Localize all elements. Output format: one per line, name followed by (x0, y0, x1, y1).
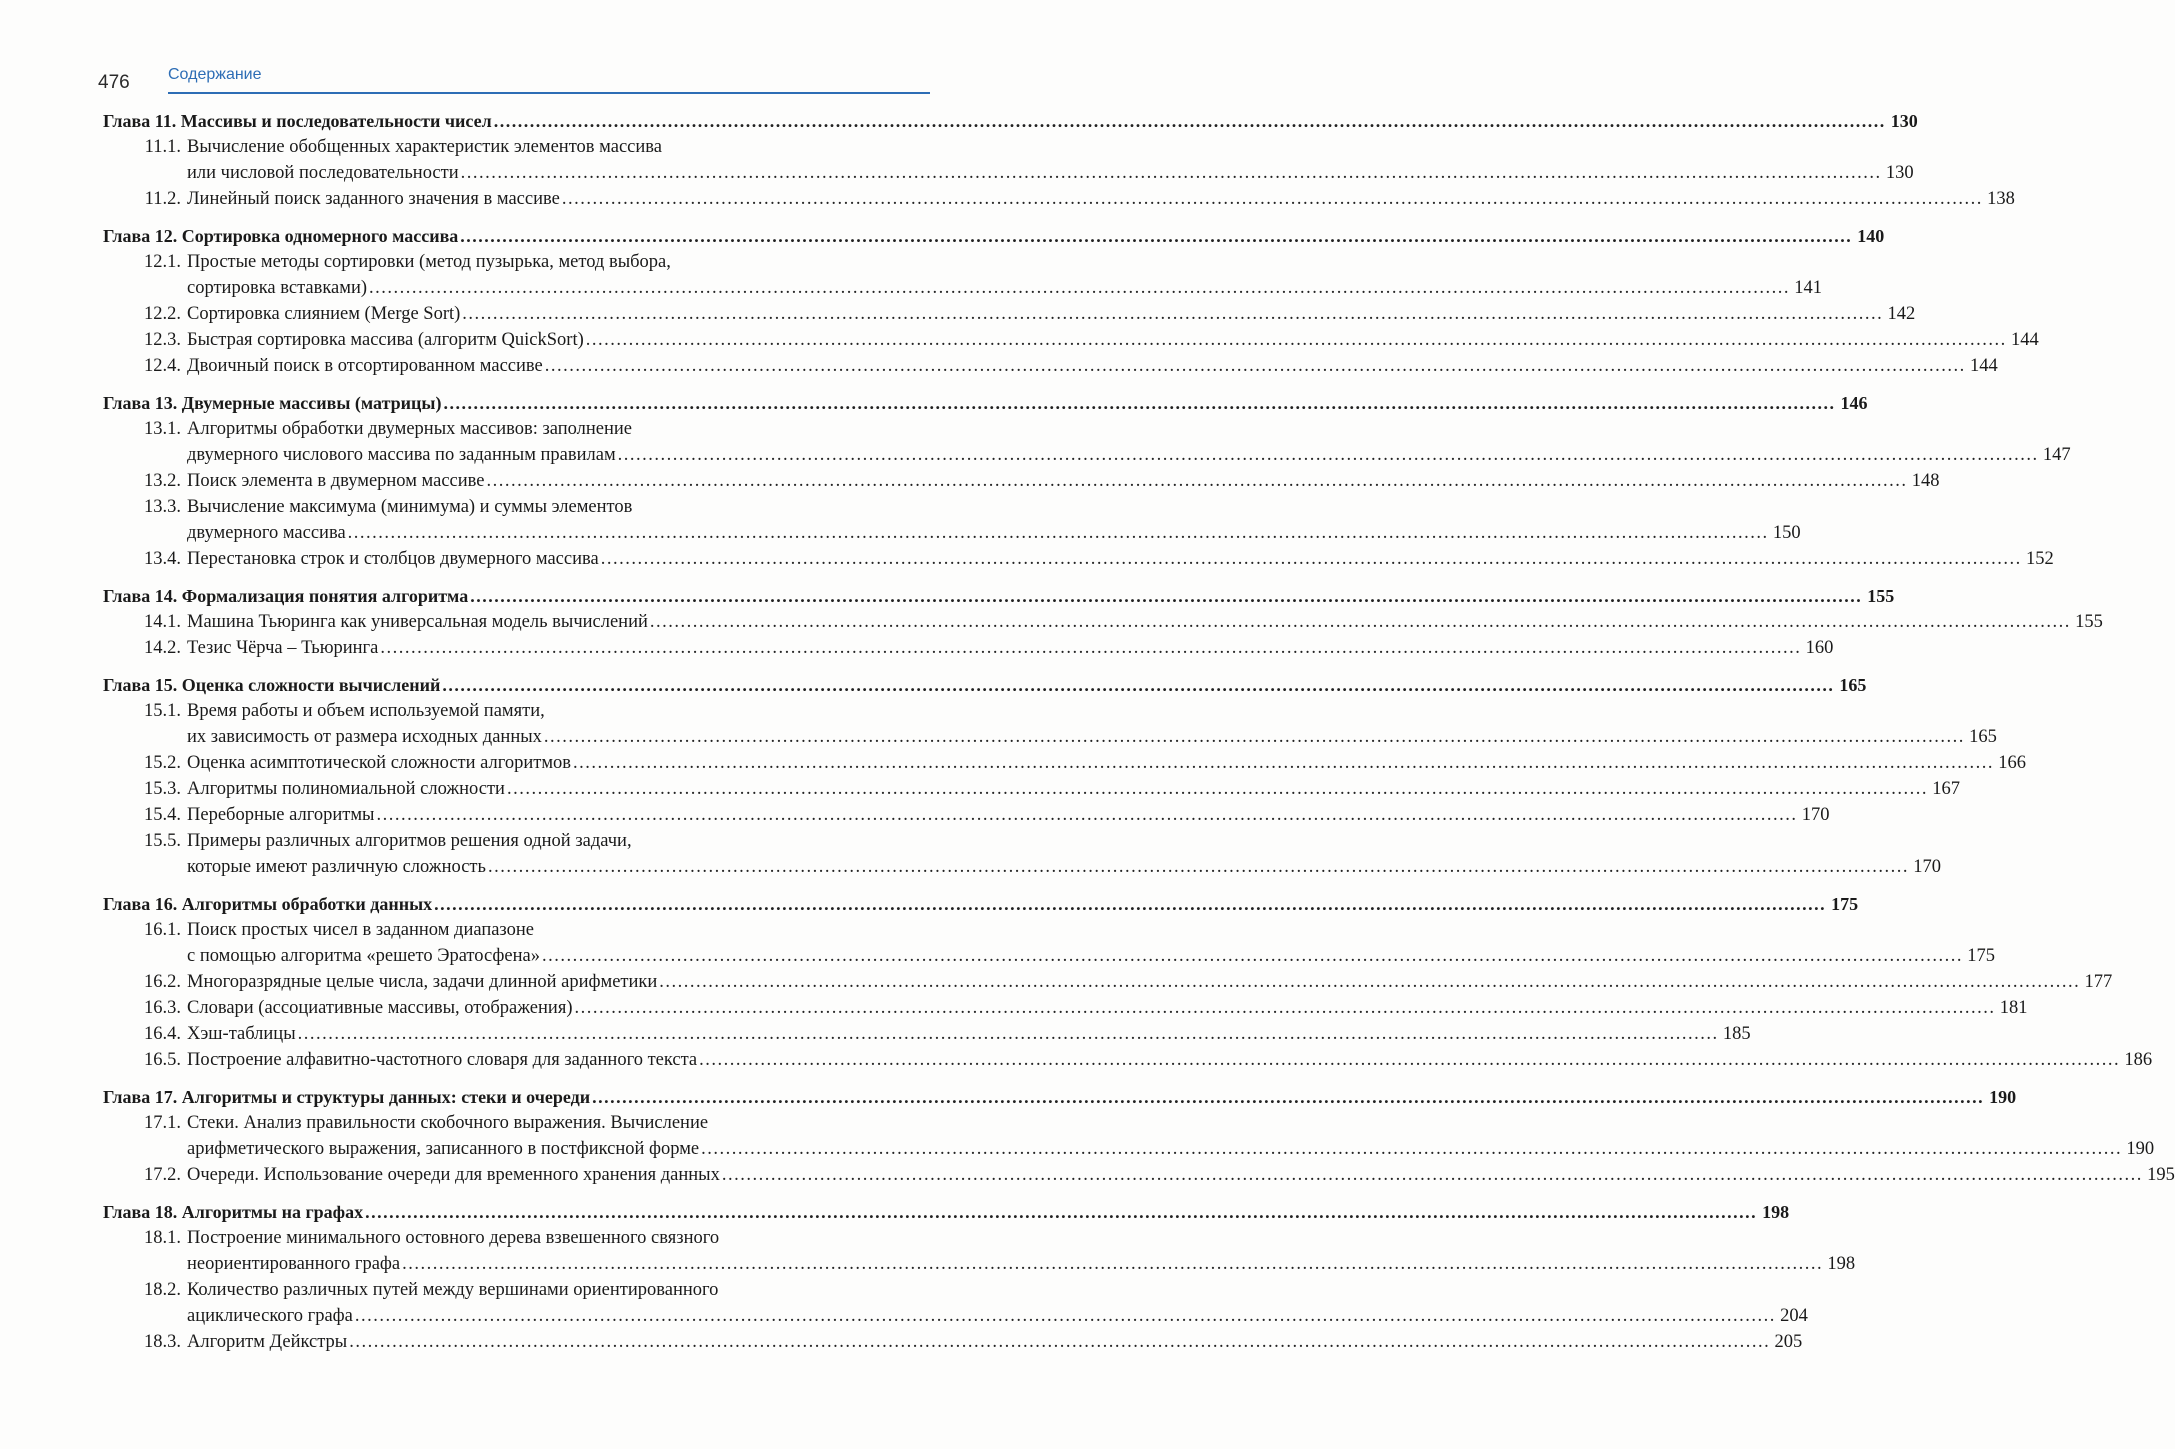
dot-leader (376, 802, 1797, 828)
chapter-page: 155 (1867, 586, 1895, 606)
toc-entry[interactable] (103, 134, 1914, 186)
entry-number: 12.1. (144, 252, 181, 272)
chapter-page: 146 (1840, 393, 1868, 413)
entry-number: 15.2. (144, 753, 181, 773)
toc-chapter (103, 390, 2071, 572)
toc-entry[interactable] (103, 802, 1830, 828)
entry-page: 204 (1780, 1306, 1808, 1326)
entry-page: 152 (2025, 549, 2054, 569)
entry-page: 150 (1772, 523, 1801, 543)
chapter-heading[interactable] (103, 583, 1895, 609)
page-header (98, 60, 930, 100)
entry-number: 11.1. (144, 137, 181, 157)
toc-chapter (103, 583, 2103, 661)
entry-page: 167 (1932, 779, 1960, 799)
chapter-page: 198 (1762, 1202, 1790, 1222)
entry-page: 177 (2084, 972, 2113, 992)
entry-title-line: Алгоритм Дейкстры (187, 1332, 348, 1352)
toc-entry[interactable] (103, 468, 1940, 494)
entry-title-line: Хэш-таблицы (187, 1024, 296, 1044)
toc-entry[interactable] (103, 1110, 2155, 1162)
header-rule (168, 92, 930, 94)
toc-entry[interactable] (103, 1277, 1808, 1329)
entry-page: 198 (1827, 1254, 1856, 1274)
chapter-title: Глава 12. Сортировка одномерного массива (103, 226, 459, 246)
entry-page: 181 (1999, 998, 2028, 1018)
toc-entry[interactable] (103, 186, 2015, 212)
dot-leader (574, 995, 1995, 1021)
dot-leader (494, 108, 1886, 134)
entry-title-line: Простые методы сортировки (метод пузырька, метод выбора, (187, 252, 671, 272)
entry-number: 15.3. (144, 779, 181, 799)
entry-title-line: Перестановка строк и столбцов двумерного массива (187, 549, 599, 569)
page-number: 476 (98, 72, 130, 93)
chapter-title: Глава 15. Оценка сложности вычислений (103, 675, 441, 695)
entry-number: 15.1. (144, 701, 181, 721)
chapter-heading[interactable] (103, 891, 1859, 917)
entry-page: 144 (2011, 330, 2039, 350)
entry-page: 170 (1913, 857, 1941, 877)
entry-title-line: Алгоритмы обработки двумерных массивов: заполнение (187, 419, 633, 439)
toc-entry[interactable] (103, 327, 2039, 353)
entry-page: 170 (1801, 805, 1830, 825)
entry-number: 18.2. (144, 1280, 181, 1300)
entry-title-line: двумерного массива (187, 523, 346, 543)
entry-page: 205 (1774, 1332, 1803, 1352)
chapter-page: 175 (1831, 894, 1859, 914)
entry-number: 17.2. (144, 1165, 181, 1185)
dot-leader (650, 609, 2071, 635)
chapter-heading[interactable] (103, 672, 1867, 698)
entry-number: 13.2. (144, 471, 181, 491)
toc-entry[interactable] (103, 1162, 2175, 1188)
dot-leader (542, 943, 1963, 969)
entry-title-line: с помощью алгоритма «решето Эратосфена» (187, 946, 540, 966)
entry-title-line: Поиск элемента в двумерном массиве (187, 471, 485, 491)
entry-page: 138 (1987, 189, 2015, 209)
entry-page: 148 (1911, 471, 1940, 491)
entry-title-line: Сортировка слиянием (Merge Sort) (187, 304, 461, 324)
dot-leader (380, 635, 1801, 661)
toc-entry[interactable] (103, 609, 2103, 635)
entry-number: 18.3. (144, 1332, 181, 1352)
entry-title-line: Вычисление обобщенных характеристик элементов массива (187, 137, 662, 157)
toc-entry[interactable] (103, 494, 1801, 546)
toc-entry[interactable] (103, 353, 1998, 379)
chapter-heading[interactable] (103, 1199, 1790, 1225)
dot-leader (443, 390, 1835, 416)
chapter-title: Глава 14. Формализация понятия алгоритма (103, 586, 469, 606)
dot-leader (601, 546, 2022, 572)
entry-title-line: или числовой последовательности (187, 163, 459, 183)
entry-page: 142 (1887, 304, 1916, 324)
chapter-page: 130 (1890, 111, 1918, 131)
dot-leader (562, 186, 1983, 212)
dot-leader (461, 160, 1882, 186)
dot-leader (402, 1251, 1823, 1277)
dot-leader (592, 1084, 1984, 1110)
toc-entry[interactable] (103, 1021, 1751, 1047)
entry-number: 12.3. (144, 330, 181, 350)
toc-entry[interactable] (103, 635, 1834, 661)
entry-title-line: Количество различных путей между вершинами ориентированного (187, 1280, 719, 1300)
toc-entry[interactable] (103, 546, 2054, 572)
dot-leader (545, 353, 1966, 379)
section-title: Содержание (168, 66, 262, 83)
entry-title-line: Вычисление максимума (минимума) и суммы элементов (187, 497, 633, 517)
toc-chapter (103, 108, 2015, 212)
entry-page: 160 (1805, 638, 1834, 658)
entry-title-line: сортировка вставками) (187, 278, 368, 298)
dot-leader (586, 327, 2007, 353)
toc-entry[interactable] (103, 828, 1941, 880)
chapter-heading[interactable] (103, 108, 1918, 134)
entry-title-line: Примеры различных алгоритмов решения одной задачи, (187, 831, 632, 851)
entry-number: 14.1. (144, 612, 181, 632)
entry-number: 17.1. (144, 1113, 181, 1133)
toc-entry[interactable] (103, 969, 2113, 995)
toc-chapter (103, 1084, 2175, 1188)
dot-leader (486, 468, 1907, 494)
entry-title-line: Время работы и объем используемой памяти, (187, 701, 545, 721)
dot-leader (365, 1199, 1757, 1225)
table-of-contents (103, 108, 2175, 1366)
entry-title-line: арифметического выражения, записанного в постфиксной форме (187, 1139, 700, 1159)
entry-page: 147 (2042, 445, 2071, 465)
chapter-heading[interactable] (103, 223, 1885, 249)
entry-title-line: Стеки. Анализ правильности скобочного выражения. Вычисление (187, 1113, 709, 1133)
entry-title-line: Оценка асимптотической сложности алгоритмов (187, 753, 572, 773)
entry-title-line: неориентированного графа (187, 1254, 401, 1274)
entry-number: 16.3. (144, 998, 181, 1018)
entry-title-line: которые имеют различную сложность (187, 857, 486, 877)
entry-number: 12.2. (144, 304, 181, 324)
chapter-heading[interactable] (103, 1084, 2017, 1110)
entry-page: 141 (1794, 278, 1823, 298)
entry-title-line: двумерного числового массива по заданным правилам (187, 445, 616, 465)
entry-number: 16.5. (144, 1050, 181, 1070)
toc-entry[interactable] (103, 698, 1997, 750)
entry-title-line: Машина Тьюринга как универсальная модель вычислений (187, 612, 648, 632)
entry-page: 186 (2124, 1050, 2153, 1070)
dot-leader (460, 223, 1852, 249)
entry-page: 185 (1722, 1024, 1751, 1044)
chapter-title: Глава 18. Алгоритмы на графах (103, 1202, 364, 1222)
dot-leader (507, 776, 1928, 802)
dot-leader (434, 891, 1826, 917)
entry-title-line: Словари (ассоциативные массивы, отображения) (187, 998, 573, 1018)
entry-title-line: Переборные алгоритмы (187, 805, 375, 825)
toc-chapter (103, 891, 2153, 1073)
toc-entry[interactable] (103, 750, 2027, 776)
entry-page: 144 (1969, 356, 1998, 376)
entry-title-line: Линейный поиск заданного значения в массиве (187, 189, 560, 209)
dot-leader (470, 583, 1862, 609)
dot-leader (488, 854, 1909, 880)
toc-entry[interactable] (103, 995, 2028, 1021)
entry-title-line: Построение минимального остовного дерева взвешенного связного (187, 1228, 720, 1248)
toc-entry[interactable] (103, 416, 2071, 468)
dot-leader (355, 1303, 1776, 1329)
dot-leader (442, 672, 1834, 698)
entry-page: 175 (1967, 946, 1995, 966)
dot-leader (659, 969, 2080, 995)
chapter-title: Глава 11. Массивы и последовательности чисел (103, 111, 492, 131)
dot-leader (722, 1162, 2143, 1188)
entry-page: 190 (2126, 1139, 2155, 1159)
entry-number: 16.4. (144, 1024, 181, 1044)
entry-page: 165 (1969, 727, 1997, 747)
entry-title-line: Двоичный поиск в отсортированном массиве (187, 356, 543, 376)
dot-leader (544, 724, 1965, 750)
dot-leader (699, 1047, 2120, 1073)
entry-number: 13.4. (144, 549, 181, 569)
entry-title-line: Многоразрядные целые числа, задачи длинной арифметики (187, 972, 658, 992)
dot-leader (573, 750, 1994, 776)
toc-chapter (103, 223, 2039, 379)
entry-title-line: Алгоритмы полиномиальной сложности (187, 779, 505, 799)
toc-entry[interactable] (103, 1329, 1803, 1355)
entry-page: 195 (2147, 1165, 2175, 1185)
toc-entry[interactable] (103, 1047, 2153, 1073)
entry-number: 18.1. (144, 1228, 181, 1248)
dot-leader (462, 301, 1883, 327)
entry-title-line: Поиск простых чисел в заданном диапазоне (187, 920, 534, 940)
dot-leader (618, 442, 2039, 468)
chapter-page: 165 (1839, 675, 1867, 695)
chapter-page: 140 (1857, 226, 1885, 246)
entry-title-line: Быстрая сортировка массива (алгоритм QuickSort) (187, 330, 584, 350)
entry-number: 11.2. (144, 189, 181, 209)
toc-entry[interactable] (103, 249, 1823, 301)
entry-number: 12.4. (144, 356, 181, 376)
toc-chapter (103, 672, 2027, 880)
toc-entry[interactable] (103, 776, 1960, 802)
entry-title-line: Тезис Чёрча – Тьюринга (187, 638, 379, 658)
entry-page: 155 (2075, 612, 2103, 632)
entry-number: 16.2. (144, 972, 181, 992)
dot-leader (348, 520, 1769, 546)
dot-leader (298, 1021, 1719, 1047)
entry-number: 13.3. (144, 497, 181, 517)
dot-leader (369, 275, 1790, 301)
entry-number: 15.5. (144, 831, 181, 851)
toc-entry[interactable] (103, 917, 1995, 969)
chapter-title: Глава 13. Двумерные массивы (матрицы) (103, 393, 442, 413)
entry-page: 166 (1998, 753, 2027, 773)
chapter-title: Глава 17. Алгоритмы и структуры данных: стеки и очереди (103, 1087, 591, 1107)
chapter-page: 190 (1989, 1087, 2017, 1107)
entry-number: 14.2. (144, 638, 181, 658)
dot-leader (701, 1136, 2122, 1162)
entry-title-line: Очереди. Использование очереди для временного хранения данных (187, 1165, 720, 1185)
entry-number: 15.4. (144, 805, 181, 825)
entry-page: 130 (1885, 163, 1914, 183)
dot-leader (349, 1329, 1770, 1355)
entry-number: 13.1. (144, 419, 181, 439)
toc-chapter (103, 1199, 1856, 1355)
entry-title-line: Построение алфавитно-частотного словаря для заданного текста (187, 1050, 698, 1070)
toc-entry[interactable] (103, 1225, 1856, 1277)
entry-title-line: их зависимость от размера исходных данных (187, 727, 542, 747)
chapter-heading[interactable] (103, 390, 1868, 416)
entry-title-line: ациклического графа (187, 1306, 353, 1326)
toc-entry[interactable] (103, 301, 1916, 327)
entry-number: 16.1. (144, 920, 181, 940)
chapter-title: Глава 16. Алгоритмы обработки данных (103, 894, 433, 914)
